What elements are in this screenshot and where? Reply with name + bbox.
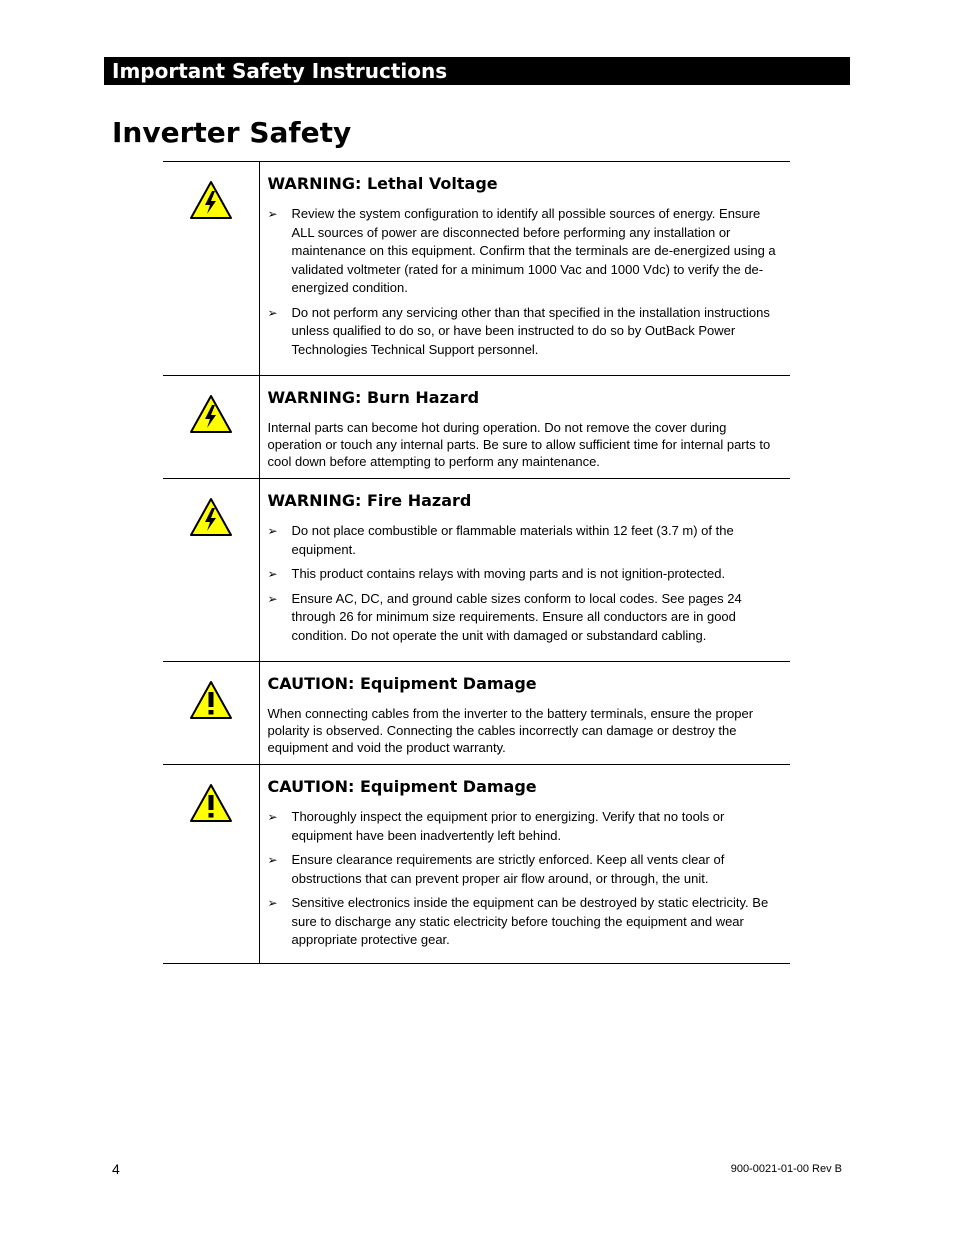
warning-text: Internal parts can become hot during operation. Do not remove the cover during operation or touch any internal parts. Be sure to allow sufficient time for internal parts to cool down before attempting to perform any maintenance.: [267, 420, 771, 469]
section-header-title: Important Safety Instructions: [112, 59, 448, 83]
warning-title: WARNING: Lethal Voltage: [267, 174, 498, 193]
bullet-arrow-icon: ➢: [267, 207, 278, 221]
icon-cell: [163, 162, 259, 376]
content-cell: [259, 662, 790, 765]
caution-exclamation-icon: [189, 783, 233, 823]
bullet-arrow-icon: ➢: [267, 591, 278, 606]
section-header-bar: [104, 57, 850, 85]
document-number: 900-0021-01-00 Rev B: [730, 1163, 842, 1175]
icon-cell: [163, 765, 259, 964]
list-item-text: Do not place combustible or flammable materials within 12 feet (3.7 m) of the equipment.: [291, 523, 734, 557]
list-item: [268, 205, 783, 298]
bullet-arrow-icon: ➢: [267, 853, 278, 867]
list-item-text: Ensure clearance requirements are strictly enforced. Keep all vents clear of obstructions that can prevent proper air flow around, or through, the unit.: [291, 852, 725, 886]
bullet-arrow-icon: ➢: [267, 305, 278, 320]
caution-text: When connecting cables from the inverter to the battery terminals, ensure the proper polarity is observed. Connecting the cables incorrectly can damage or destroy the equipment and void the product warranty.: [267, 706, 754, 755]
bullet-list: [268, 205, 783, 359]
list-item: [268, 304, 783, 360]
icon-cell: [163, 376, 259, 479]
list-item: [268, 894, 783, 950]
bullet-list: [268, 522, 783, 645]
safety-row-caution-polarity: [163, 662, 790, 765]
electric-hazard-icon: [189, 180, 233, 220]
bullet-arrow-icon: ➢: [267, 896, 278, 910]
electric-hazard-icon: [189, 394, 233, 434]
list-item-text: Review the system configuration to identify all possible sources of energy. Ensure ALL sources of power are disconnected before performing any installation or maintenance on this equipment. Confirm that the terminals are de-energized using a validated voltmeter (rated for a minimum 1000 Vac and 1000 Vdc) to verify the de-energized condition.: [291, 206, 776, 295]
safety-row-caution-inspection: [163, 765, 790, 964]
list-item: [268, 851, 783, 888]
list-item: [268, 808, 783, 845]
list-item-text: Do not perform any servicing other than that specified in the installation instructions unless qualified to do so, or have been instructed to do so by OutBack Power Technologies Technical Support personnel.: [291, 304, 770, 357]
icon-cell: [163, 662, 259, 765]
caution-title: CAUTION: Equipment Damage: [267, 674, 537, 693]
warning-title: WARNING: Fire Hazard: [267, 491, 472, 510]
caution-title: CAUTION: Equipment Damage: [267, 777, 537, 796]
icon-cell: [163, 479, 259, 662]
safety-table: [163, 161, 790, 964]
content-cell: [259, 765, 790, 964]
safety-row-burn-hazard: [163, 376, 790, 479]
list-item: [268, 565, 783, 584]
list-item-text: Ensure AC, DC, and ground cable sizes conform to local codes. See pages 24 through 26 for minimum size requirements. Ensure all conductors are in good condition. Do not operate the unit with damaged or substandard cabling.: [291, 590, 742, 643]
bullet-arrow-icon: ➢: [267, 567, 278, 581]
warning-title: WARNING: Burn Hazard: [267, 388, 480, 407]
bullet-arrow-icon: ➢: [267, 524, 278, 538]
list-item-text: Thoroughly inspect the equipment prior to energizing. Verify that no tools or equipment have been inadvertently left behind.: [291, 809, 725, 843]
list-item-text: This product contains relays with moving parts and is not ignition-protected.: [291, 566, 726, 581]
bullet-list: [268, 808, 783, 950]
page-number: 4: [112, 1161, 120, 1177]
list-item: [268, 590, 783, 646]
caution-exclamation-icon: [189, 680, 233, 720]
content-cell: [259, 162, 790, 376]
list-item-text: Sensitive electronics inside the equipment can be destroyed by static electricity. Be sure to discharge any static electricity before touching the equipment and wear appropriate protective gear.: [291, 895, 769, 947]
electric-hazard-icon: [189, 497, 233, 537]
content-cell: [259, 479, 790, 662]
safety-row-fire-hazard: [163, 479, 790, 662]
bullet-arrow-icon: ➢: [267, 810, 278, 824]
list-item: [268, 522, 783, 559]
content-cell: [259, 376, 790, 479]
safety-row-lethal-voltage: [163, 162, 790, 376]
page-title: Inverter Safety: [112, 116, 352, 149]
